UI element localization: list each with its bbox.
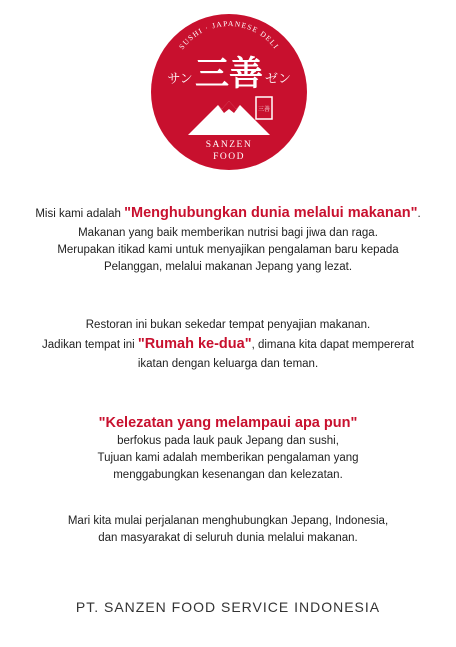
- logo-katakana-right: ゼン: [264, 72, 292, 87]
- taste-line-2: Tujuan kami adalah memberikan pengalaman yang: [97, 452, 359, 464]
- home-line-2: [0, 334, 456, 356]
- mission-line-3: Merupakan itikad kami untuk menyajikan pengalaman baru kepada: [57, 244, 399, 256]
- logo-brand-line2: FOOD: [213, 152, 245, 162]
- journey-paragraph: [0, 513, 456, 547]
- journey-line-1: Mari kita mulai perjalanan menghubungkan Jepang, Indonesia,: [67, 515, 389, 527]
- taste-line-3: menggabungkan kesenangan dan kelezatan.: [113, 469, 343, 481]
- mission-lead: Misi kami adalah: [35, 208, 125, 220]
- logo-katakana-left: サン: [167, 72, 193, 87]
- mission-paragraph: [0, 203, 456, 276]
- taste-line-1: berfokus pada lauk pauk Jepang dan sushi,: [117, 435, 339, 447]
- home-line-1: Restoran ini bukan sekedar tempat penyajian makanan.: [85, 319, 371, 331]
- mission-highlight: "Menghubungkan dunia melalui makanan": [124, 205, 418, 221]
- home-line-3: ikatan dengan keluarga dan teman.: [137, 358, 319, 370]
- mission-line-2: Makanan yang baik memberikan nutrisi bagi jiwa dan raga.: [78, 227, 378, 239]
- company-name-footer: PT. SANZEN FOOD SERVICE INDONESIA: [75, 599, 381, 615]
- taste-heading: "Kelezatan yang melampaui apa pun": [98, 415, 358, 431]
- mission-line-4: Pelanggan, melalui makanan Jepang yang lezat.: [103, 261, 353, 273]
- home-pre: Jadikan tempat ini: [42, 339, 138, 351]
- journey-line-2: dan masyarakat di seluruh dunia melalui makanan.: [98, 532, 358, 544]
- mission-lead-end: .: [417, 208, 421, 220]
- logo-arc-text: SUSHI · JAPANESE DELI: [177, 18, 281, 52]
- mission-line-1: [0, 203, 456, 225]
- logo-brand-line1: SANZEN: [205, 140, 253, 150]
- home-highlight: "Rumah ke-dua": [137, 336, 252, 352]
- home-paragraph: [0, 317, 456, 373]
- seal-stamp-text: 三善: [257, 106, 271, 113]
- taste-paragraph: [0, 414, 456, 484]
- sanzen-food-logo: [150, 13, 308, 171]
- logo-kanji: 三善: [195, 54, 263, 94]
- home-post: , dimana kita dapat mempererat: [251, 339, 414, 351]
